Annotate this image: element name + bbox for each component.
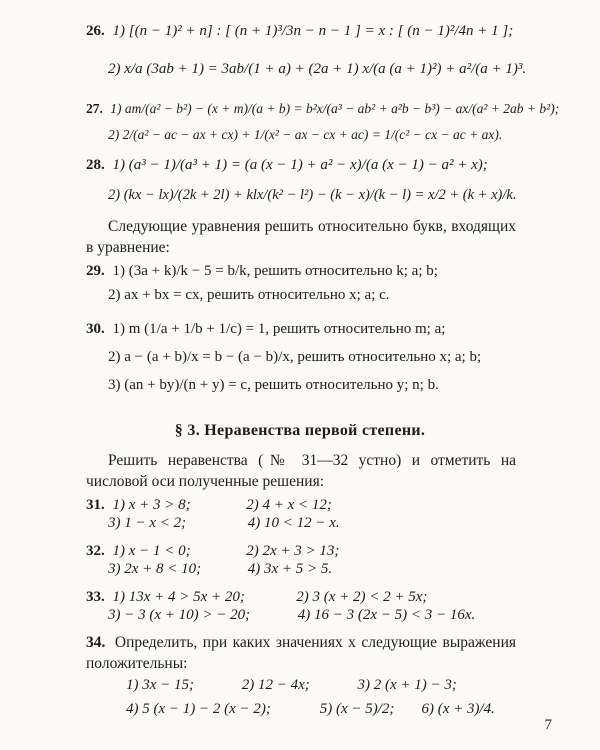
problem-32-line-2 bbox=[108, 560, 332, 578]
problem-number: 31. bbox=[86, 497, 105, 513]
problem-33-line-1 bbox=[86, 588, 427, 606]
problem-30-line-2 bbox=[108, 348, 481, 366]
problem-30-line-3 bbox=[108, 376, 439, 394]
problem-number: 29. bbox=[86, 263, 105, 279]
problem-number: 32. bbox=[86, 543, 105, 559]
inequality: 3) 1 − x < 2; bbox=[108, 515, 187, 531]
equation: 1) [(n − 1)² + n] : [ (n + 1)³/3n − n − 1 ] = x : [ (n − 1)²/4n + 1 ]; bbox=[112, 23, 514, 39]
problem-text: Определить, при каких значениях x следующие выражения положительны: bbox=[86, 634, 517, 672]
equation: 1) am/(a² − b²) − (x + m)/(a + b) = b²x/(a³ − ab² + a²b − b³) − ax/(a² + 2ab + b²); bbox=[110, 101, 560, 116]
expression: 6) (x + 3)/4. bbox=[421, 701, 495, 717]
expression: 3) 2 (x + 1) − 3; bbox=[357, 677, 457, 693]
problem-34-line-1 bbox=[126, 676, 457, 694]
problem-29-line-2 bbox=[108, 286, 390, 304]
equation: 2) 2/(a² − ac − ax + cx) + 1/(x² − ax − cx + ac) = 1/(c² − cx − ac + ax). bbox=[108, 127, 503, 142]
problem-26-line-1 bbox=[86, 22, 513, 40]
expression: 4) 5 (x − 1) − 2 (x − 2); bbox=[126, 701, 271, 717]
problem-27-line-2 bbox=[108, 126, 502, 144]
equation: 2) x/a (3ab + 1) = 3ab/(1 + a) + (2a + 1) x/(a (a + 1)²) + a²/(a + 1)³. bbox=[108, 61, 527, 77]
expression: 1) 3x − 15; bbox=[126, 677, 195, 693]
inequality: 3) 2x + 8 < 10; bbox=[108, 561, 202, 577]
problem-number: 30. bbox=[86, 321, 105, 337]
inequality: 4) 3x + 5 > 5. bbox=[247, 561, 333, 577]
equation: 3) (an + by)/(n + y) = c, решить относительно y; n; b. bbox=[108, 377, 439, 393]
problem-28-line-1 bbox=[86, 156, 488, 174]
equation: 1) m (1/a + 1/b + 1/c) = 1, решить относительно m; a; bbox=[112, 321, 446, 337]
equation: 2) (kx − lx)/(2k + 2l) + klx/(k² − l²) − (k − x)/(k − l) = x/2 + (k + x)/k. bbox=[108, 187, 517, 203]
problem-29-line-1 bbox=[86, 262, 438, 280]
inequality: 2) 4 + x < 12; bbox=[246, 497, 332, 513]
problem-34-line-2 bbox=[126, 700, 495, 718]
equation: 2) ax + bx = cx, решить относительно x; a; c. bbox=[108, 287, 390, 303]
instruction-paragraph: Решить неравенства (№ 31—32 устно) и отметить на числовой оси полученные решения: bbox=[86, 452, 516, 490]
inequality: 2) 3 (x + 2) < 2 + 5x; bbox=[296, 589, 428, 605]
inequality: 2) 2x + 3 > 13; bbox=[246, 543, 340, 559]
problem-32-line-1 bbox=[86, 542, 339, 560]
equation: 1) (a³ − 1)/(a³ + 1) = (a (x − 1) + a² − x)/(a (x − 1) − a² + x); bbox=[112, 157, 488, 173]
inequality: 4) 16 − 3 (2x − 5) < 3 − 16x. bbox=[297, 607, 476, 623]
equation: 2) a − (a + b)/x = b − (a − b)/x, решить относительно x; a; b; bbox=[108, 349, 482, 365]
problem-27-line-1 bbox=[86, 100, 559, 118]
inequality: 1) 13x + 4 > 5x + 20; bbox=[112, 589, 245, 605]
inequality: 1) x + 3 > 8; bbox=[112, 497, 191, 513]
problem-number: 33. bbox=[86, 589, 105, 605]
problem-26-line-2 bbox=[108, 60, 526, 78]
problem-number: 26. bbox=[86, 23, 105, 39]
expression: 5) (x − 5)/2; bbox=[319, 701, 395, 717]
problem-number: 34. bbox=[86, 634, 106, 651]
problem-number: 27. bbox=[86, 101, 103, 116]
problem-34-text bbox=[86, 632, 516, 674]
expression: 2) 12 − 4x; bbox=[241, 677, 310, 693]
problem-31-line-2 bbox=[108, 514, 340, 532]
equation: 1) (3a + k)/k − 5 = b/k, решить относительно k; a; b; bbox=[112, 263, 438, 279]
section-heading: § 3. Неравенства первой степени. bbox=[174, 422, 426, 439]
inequality: 1) x − 1 < 0; bbox=[112, 543, 191, 559]
problem-number: 28. bbox=[86, 157, 105, 173]
problem-30-line-1 bbox=[86, 320, 445, 338]
page-number: 7 bbox=[544, 717, 552, 733]
problem-31-line-1 bbox=[86, 496, 332, 514]
problem-33-line-2 bbox=[108, 606, 475, 624]
problem-28-line-2 bbox=[108, 186, 516, 204]
inequality: 4) 10 < 12 − x. bbox=[247, 515, 340, 531]
inequality: 3) − 3 (x + 10) > − 20; bbox=[108, 607, 251, 623]
instruction-paragraph: Следующие уравнения решить относительно букв, входящих в уравнение: bbox=[86, 218, 516, 256]
